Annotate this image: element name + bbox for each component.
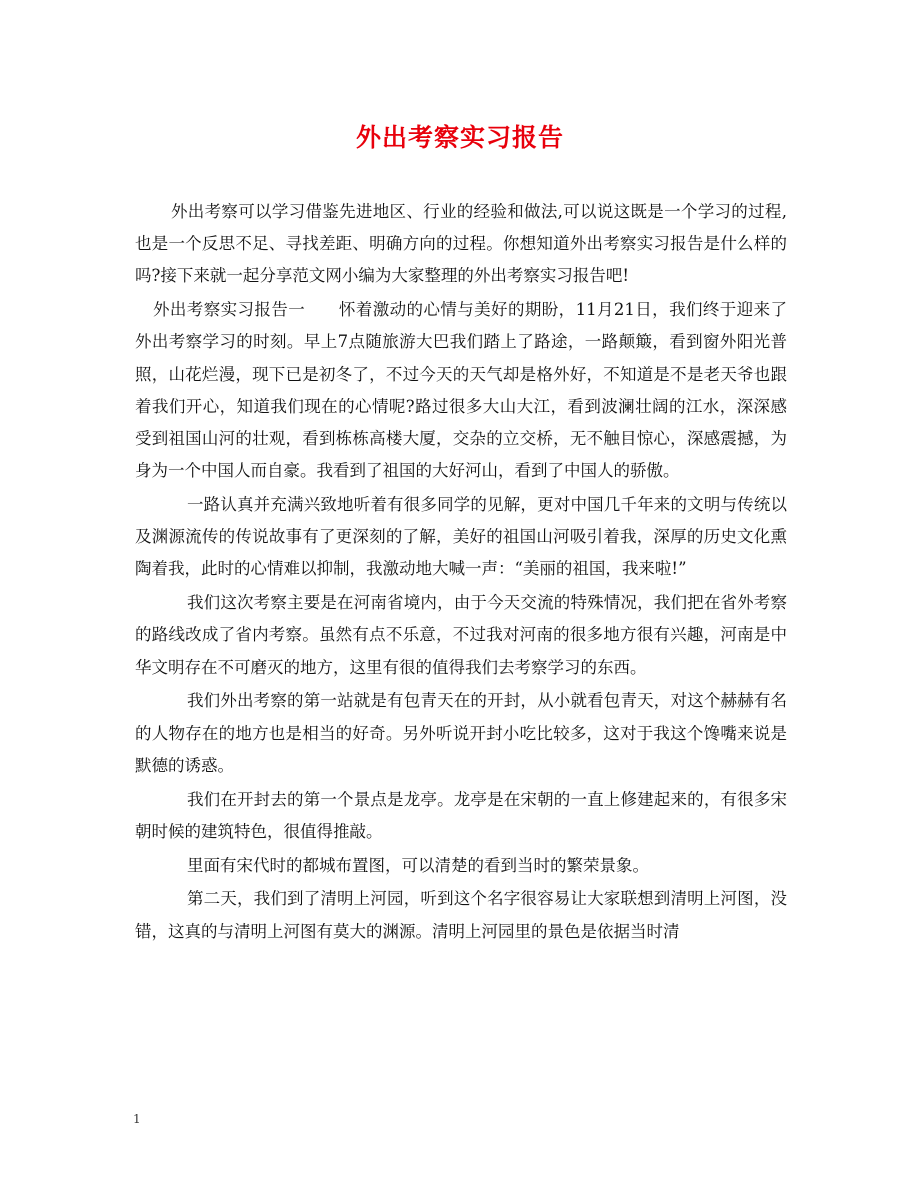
paragraph-qingming: 第二天，我们到了清明上河园，听到这个名字很容易让大家联想到清明上河图，没错，这真的与清明上河图有莫大的渊源。清明上河园里的景色是依据当时清 (135, 889, 787, 941)
paragraph-longting: 我们在开封去的第一个景点是龙亭。龙亭是在宋朝的一直上修建起来的，有很多宋朝时候的建筑特色，很值得推敲。 (135, 789, 787, 841)
paragraph-intro: 外出考察可以学习借鉴先进地区、行业的经验和做法,可以说这既是一个学习的过程,也是一个反思不足、寻找差距、明确方向的过程。你想知道外出考察实习报告是什么样的吗?接下来就一起分享范文网小编为大家整理的外出考察实习报告吧! (135, 202, 787, 286)
paragraph-henan: 我们这次考察主要是在河南省境内，由于今天交流的特殊情况，我们把在省外考察的路线改成了省内考察。虽然有点不乐意，不过我对河南的很多地方很有兴趣，河南是中华文明存在不可磨灭的地方，这里有很的值得我们去考察学习的东西。 (135, 593, 787, 677)
paragraph-city-map: 里面有宋代时的都城布置图，可以清楚的看到当时的繁荣景象。 (187, 855, 649, 875)
paragraph-kaifeng: 我们外出考察的第一站就是有包青天在的开封，从小就看包青天，对这个赫赫有名的人物存在的地方也是相当的好奇。另外听说开封小吃比较多，这对于我这个馋嘴来说是默德的诱惑。 (135, 691, 787, 775)
document-body (135, 196, 787, 949)
page-number: 1 (133, 1112, 141, 1126)
paragraph-journey: 一路认真并充满兴致地听着有很多同学的见解，更对中国几千年来的文明与传统以及渊源流传的传说故事有了更深刻的了解，美好的祖国山河吸引着我，深厚的历史文化熏陶着我，此时的心情难以抑制，我激动地大喊一声：“美丽的祖国，我来啦!” (135, 495, 787, 579)
document-title: 外出考察实习报告 (355, 123, 564, 152)
paragraph-report-one: 外出考察实习报告一 怀着激动的心情与美好的期盼，11月21日，我们终于迎来了外出考察学习的时刻。早上7点随旅游大巴我们踏上了路途，一路颠簸，看到窗外阳光普照，山花烂漫，现下已是初冬了，不过今天的天气却是格外好，不知道是不是老天爷也跟着我们开心，知道我们现在的心情呢?路过很多大山大江，看到波澜壮阔的江水，深深感受到祖国山河的壮观，看到栋栋高楼大厦，交杂的立交桥，无不触目惊心，深感震撼，为身为一个中国人而自豪。我看到了祖国的大好河山，看到了中国人的骄傲。 (135, 300, 787, 481)
